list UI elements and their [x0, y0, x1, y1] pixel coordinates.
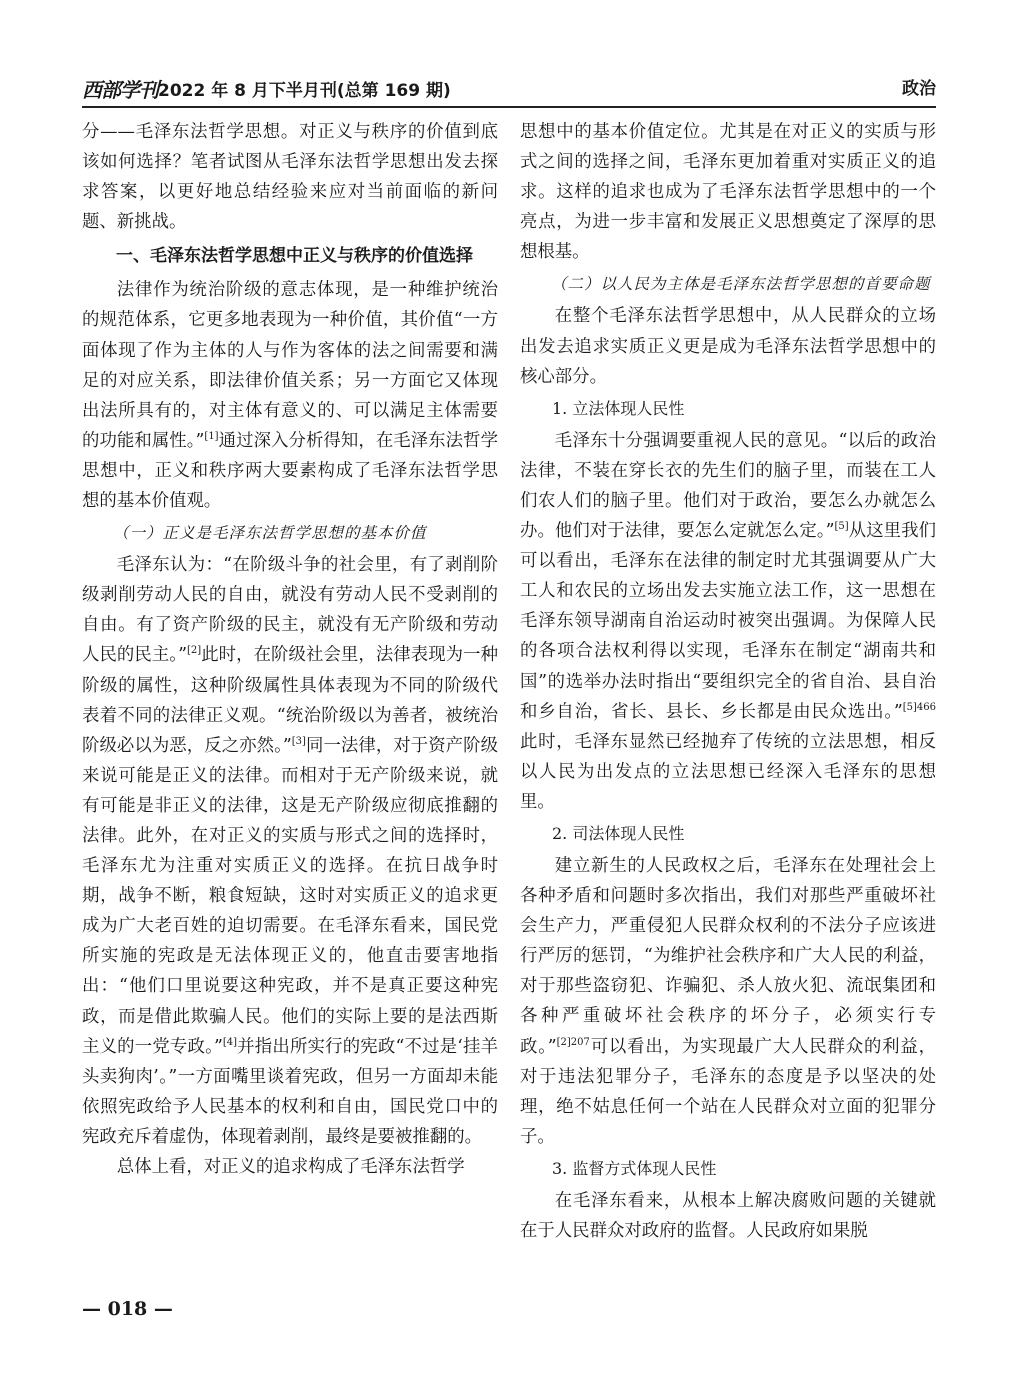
- paragraph: 毛泽东十分强调要重视人民的意见。“以后的政治法律，不装在穿长衣的先生们的脑子里，而装在工人们农人们的脑子里。他们对于政治，要怎么办就怎么办。他们对于法律，要怎么定就怎么定。”[5]从这里我们可以看出，毛泽东在法律的制定时尤其强调要从广大工人和农民的立场出发去实施立法工作，这一思想在毛泽东领导湖南自治运动时被突出强调。为保障人民的各项合法权利得以实现，毛泽东在制定“湖南共和国”的选举办法时指出“要组织完全的省自治、县自治和乡自治，省长、县长、乡长都是由民众选出。”$^{[5]466}$此时，毛泽东显然已经抛弃了传统的立法思想，相反以人民为出发点的立法思想已经深入毛泽东的思想里。: [520, 430, 936, 812]
- issue-info: 2022 年 8 月下半月刊(总第 169 期): [158, 81, 451, 101]
- page-number: — 018 —: [82, 1298, 173, 1320]
- section-heading: 一、毛泽东法哲学思想中正义与秩序的价值选择: [116, 246, 473, 267]
- citation: [5]466: [902, 701, 936, 713]
- paragraph: 总体上看，对正义的追求构成了毛泽东法哲学: [116, 1157, 465, 1177]
- paragraph: 法律作为统治阶级的意志体现，是一种维护统治的规范体系，它更多地表现为一种价值，其价值“一方面体现了作为主体的人与作为客体的法之间需要和满足的对应关系，即法律价值关系；另一方面它又体现出法所具有的，对主体有意义的、可以满足主体需要的功能和属性。”[1]通过深入分析得知，在毛泽东法哲学思想中，正义和秩序两大要素构成了毛泽东法哲学思想的基本价值观。: [82, 280, 498, 512]
- subsection-heading: （二）以人民为主体是毛泽东法哲学思想的首要命题: [551, 275, 931, 294]
- paragraph: 建立新生的人民政权之后，毛泽东在处理社会上各种矛盾和问题时多次指出，我们对那些严重破坏社会生产力，严重侵犯人民群众权利的不法分子应该进行严厉的惩罚，“为维护社会秩序和广大人民的利益，对于那些盗窃犯、诈骗犯、杀人放火犯、流氓集团和各种严重破坏社会秩序的坏分子，必须实行专政。”$^{[2]207}$可以看出，为实现最广大人民群众的利益，对于违法犯罪分子，毛泽东的态度是予以坚决的处理，绝不姑息任何一个站在人民群众对立面的犯罪分子。: [520, 855, 936, 1147]
- citation: [4]: [222, 1036, 238, 1048]
- paragraph: 分——毛泽东法哲学思想。对正义与秩序的价值到底该如何选择？笔者试图从毛泽东法哲学思想出发去探求答案，以更好地总结经验来应对当前面临的新问题、新挑战。: [82, 122, 498, 233]
- citation: [3]: [291, 735, 306, 747]
- citation: [1]: [204, 431, 219, 443]
- item-heading: 3. 监督方式体现人民性: [552, 1158, 717, 1178]
- citation: [5]: [834, 521, 849, 533]
- item-heading: 1. 立法体现人民性: [552, 398, 685, 418]
- section-label: 政治: [902, 79, 936, 99]
- citation: [2]207: [556, 1036, 590, 1048]
- paragraph: 在整个毛泽东法哲学思想中，从人民群众的立场出发去追求实质正义更是成为毛泽东法哲学思想中的核心部分。: [520, 306, 936, 387]
- journal-logo: 西部学刊: [82, 78, 158, 102]
- running-header: [82, 70, 936, 108]
- item-heading: 2. 司法体现人民性: [552, 823, 685, 843]
- paragraph: 在毛泽东看来，从根本上解决腐败问题的关键就在于人民群众对政府的监督。人民政府如果脱: [520, 1190, 936, 1241]
- subsection-heading: （一）正义是毛泽东法哲学思想的基本价值: [113, 524, 427, 543]
- paragraph: 思想中的基本价值定位。尤其是在对正义的实质与形式之间的选择之间，毛泽东更加着重对实质正义的追求。这样的追求也成为了毛泽东法哲学思想中的一个亮点，为进一步丰富和发展正义思想奠定了深厚的思想根基。: [520, 122, 936, 263]
- left-column: [82, 117, 498, 1182]
- citation: [2]: [186, 645, 202, 657]
- right-column: [520, 117, 936, 1246]
- paragraph: 毛泽东认为：“在阶级斗争的社会里，有了剥削阶级剥削劳动人民的自由，就没有劳动人民不受剥削的自由。有了资产阶级的民主，就没有无产阶级和劳动人民的民主。”[2]此时，在阶级社会里，法律表现为一种阶级的属性，这种阶级属性具体表现为不同的阶级代表着不同的法律正义观。“统治阶级以为善者，被统治阶级必以为恶，反之亦然。”[3]同一法律，对于资产阶级来说可能是正义的法律。而相对于无产阶级来说，就有可能是非正义的法律，这是无产阶级应彻底推翻的法律。此外，在对正义的实质与形式之间的选择时，毛泽东尤为注重对实质正义的选择。在抗日战争时期，战争不断，粮食短缺，这时对实质正义的追求更成为广大老百姓的迫切需要。在毛泽东看来，国民党所实施的宪政是无法体现正义的，他直击要害地指出：“他们口里说要这种宪政，并不是真正要这种宪政，而是借此欺骗人民。他们的实际上要的是法西斯主义的一党专政。”[4]并指出所实行的宪政“不过是‘挂羊头卖狗肉’。”一方面嘴里谈着宪政，但另一方面却未能依照宪政给予人民基本的权利和自由，国民党口中的宪政充斥着虚伪，体现着剥削，最终是要被推翻的。: [82, 555, 498, 1147]
